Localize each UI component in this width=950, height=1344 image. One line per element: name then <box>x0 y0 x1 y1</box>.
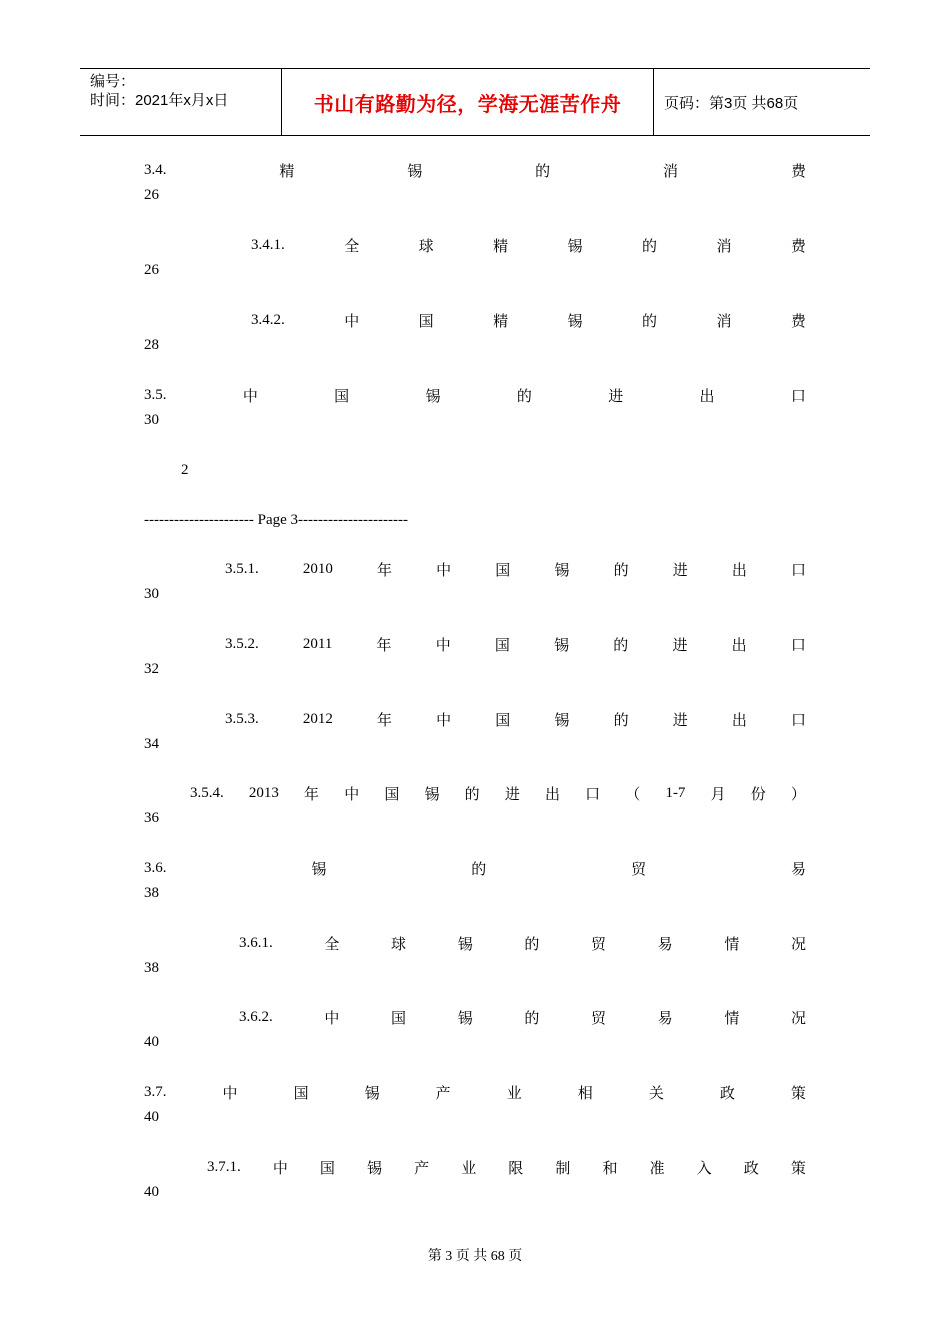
toc-page-number: 34 <box>144 736 159 752</box>
toc-title-char: 国 <box>494 637 510 654</box>
toc-title-char: 的 <box>524 936 540 953</box>
toc-title-char: 进 <box>504 786 520 803</box>
toc-section-number: 3.6.2. <box>239 1008 273 1025</box>
toc-title-char: 易 <box>657 1010 673 1027</box>
toc-page-number: 38 <box>144 885 159 901</box>
toc-title-char: （ <box>625 786 641 803</box>
toc-title-char: 中 <box>435 637 451 654</box>
toc-title-char: 国 <box>495 712 511 729</box>
toc-title-char: 的 <box>535 163 551 180</box>
toc-page-number: 28 <box>144 337 159 353</box>
toc-title-char: 况 <box>790 936 806 953</box>
toc-title-char: 球 <box>391 936 407 953</box>
toc-title-char: 年 <box>377 712 393 729</box>
toc-title-char: 产 <box>414 1160 430 1177</box>
toc-title-char: 进 <box>672 712 688 729</box>
toc-title-char: 全 <box>324 936 340 953</box>
toc-section-number: 3.6.1. <box>239 934 273 951</box>
toc-title-char: 年 <box>376 637 392 654</box>
toc-title-char: 进 <box>672 637 688 654</box>
toc-title-char: 锡 <box>407 163 423 180</box>
header-page-info: 页码：第3页 共68页 <box>664 94 799 112</box>
toc-title-char: 进 <box>608 388 624 405</box>
toc-title-char: 精 <box>279 163 295 180</box>
toc-entry[interactable] <box>144 857 806 879</box>
toc-page-number: 30 <box>144 412 159 428</box>
toc-section-number: 3.6. <box>144 859 167 876</box>
toc-title-char: 国 <box>384 786 400 803</box>
header-page-info-cell <box>654 69 870 135</box>
toc-entry[interactable] <box>144 1081 806 1103</box>
toc-section-number: 3.4.1. <box>251 236 285 253</box>
toc-title-char: 中 <box>222 1085 238 1102</box>
toc-title-char: 月 <box>710 786 726 803</box>
toc-entry[interactable] <box>190 782 806 804</box>
toc-title-char: 国 <box>391 1010 407 1027</box>
toc-page-number: 32 <box>144 661 159 677</box>
toc-title-char: 和 <box>602 1160 618 1177</box>
toc-title-char: 口 <box>790 562 806 579</box>
toc-title-char: 情 <box>724 936 740 953</box>
toc-entry[interactable] <box>239 932 806 954</box>
toc-title-char: 限 <box>508 1160 524 1177</box>
toc-title-char: 的 <box>642 238 658 255</box>
toc-title-char: 份 <box>750 786 766 803</box>
toc-title-char: 的 <box>613 562 629 579</box>
toc-title-char: 年 <box>377 562 393 579</box>
toc-section-number: 3.5.3. <box>225 710 259 727</box>
toc-title-char: 中 <box>242 388 258 405</box>
toc-title-char: 锡 <box>554 637 570 654</box>
toc-title-char: 国 <box>319 1160 335 1177</box>
toc-title-char: 中 <box>324 1010 340 1027</box>
toc-section-number: 3.4. <box>144 161 167 178</box>
toc-title-char: 锡 <box>424 786 440 803</box>
toc-title-char: 口 <box>790 712 806 729</box>
toc-section-number: 3.5.4. <box>190 784 224 801</box>
toc-title-char: 策 <box>790 1160 806 1177</box>
toc-entry[interactable] <box>225 708 806 730</box>
page-header <box>80 68 870 136</box>
toc-title-char: 锡 <box>457 1010 473 1027</box>
toc-section-number: 3.7.1. <box>207 1158 241 1175</box>
toc-title-char: 业 <box>461 1160 477 1177</box>
toc-title-char: 出 <box>731 637 747 654</box>
toc-entry[interactable] <box>239 1006 806 1028</box>
toc-title-char: 2012 <box>302 710 333 727</box>
toc-page-number: 26 <box>144 262 159 278</box>
toc-title-char: 入 <box>696 1160 712 1177</box>
toc-page-number: 26 <box>144 187 159 203</box>
header-meta <box>80 69 281 135</box>
toc-entry[interactable] <box>251 309 806 331</box>
toc-title-char: 出 <box>731 712 747 729</box>
toc-title-char: 政 <box>719 1085 735 1102</box>
toc-title-char: ） <box>790 786 806 803</box>
toc-entry[interactable] <box>144 384 806 406</box>
toc-title-char: 出 <box>731 562 747 579</box>
toc-entry[interactable] <box>207 1156 806 1178</box>
page-break-number: 2 <box>181 462 189 478</box>
toc-entry[interactable] <box>144 159 806 181</box>
page-footer: 第 3 页 共 68 页 <box>427 1249 523 1264</box>
toc-title-char: 1-7 <box>665 784 686 801</box>
toc-title-char: 贸 <box>591 1010 607 1027</box>
toc-title-char: 的 <box>642 313 658 330</box>
toc-title-char: 锡 <box>364 1085 380 1102</box>
toc-title-char: 年 <box>304 786 320 803</box>
toc-title-char: 的 <box>613 637 629 654</box>
toc-title-char: 国 <box>495 562 511 579</box>
toc-title-char: 消 <box>716 238 732 255</box>
toc-page-number: 36 <box>144 810 159 826</box>
toc-title-char: 的 <box>613 712 629 729</box>
toc-title-char: 出 <box>699 388 715 405</box>
header-motto: 书山有路勤为径，学海无涯苦作舟 <box>313 91 622 116</box>
toc-title-char: 的 <box>516 388 532 405</box>
toc-page-number: 30 <box>144 586 159 602</box>
toc-title-char: 中 <box>436 712 452 729</box>
toc-title-char: 锡 <box>554 712 570 729</box>
toc-title-char: 情 <box>724 1010 740 1027</box>
toc-title-char: 2010 <box>302 560 333 577</box>
toc-title-char: 消 <box>716 313 732 330</box>
toc-title-char: 全 <box>344 238 360 255</box>
toc-title-char: 锡 <box>311 861 327 878</box>
toc-title-char: 策 <box>790 1085 806 1102</box>
toc-title-char: 国 <box>334 388 350 405</box>
toc-title-char: 关 <box>648 1085 664 1102</box>
toc-title-char: 国 <box>418 313 434 330</box>
document-date: 时间：2021年x月x日 <box>90 92 229 109</box>
toc-title-char: 口 <box>790 637 806 654</box>
toc-entry[interactable] <box>251 234 806 256</box>
toc-page-number: 40 <box>144 1034 159 1050</box>
toc-title-char: 锡 <box>567 313 583 330</box>
toc-title-char: 锡 <box>554 562 570 579</box>
toc-title-char: 费 <box>790 238 806 255</box>
toc-title-char: 2011 <box>302 635 333 652</box>
document-number: 编号： <box>90 73 136 90</box>
page-separator: ---------------------- Page 3---------------------- <box>144 512 408 528</box>
toc-title-char: 的 <box>524 1010 540 1027</box>
toc-section-number: 3.5.1. <box>225 560 259 577</box>
toc-title-char: 易 <box>790 861 806 878</box>
toc-page-number: 40 <box>144 1109 159 1125</box>
toc-title-char: 制 <box>555 1160 571 1177</box>
toc-title-char: 的 <box>471 861 487 878</box>
toc-title-char: 费 <box>790 313 806 330</box>
toc-title-char: 相 <box>577 1085 593 1102</box>
toc-title-char: 球 <box>418 238 434 255</box>
toc-title-char: 进 <box>672 562 688 579</box>
toc-section-number: 3.5. <box>144 386 167 403</box>
toc-title-char: 锡 <box>367 1160 383 1177</box>
toc-title-char: 易 <box>657 936 673 953</box>
toc-title-char: 精 <box>493 313 509 330</box>
toc-title-char: 贸 <box>591 936 607 953</box>
toc-title-char: 中 <box>272 1160 288 1177</box>
toc-title-char: 锡 <box>425 388 441 405</box>
toc-page-number: 38 <box>144 960 159 976</box>
toc-title-char: 业 <box>506 1085 522 1102</box>
toc-section-number: 3.5.2. <box>225 635 259 652</box>
toc-title-char: 精 <box>493 238 509 255</box>
toc-title-char: 消 <box>663 163 679 180</box>
header-motto-cell <box>281 69 654 135</box>
toc-title-char: 费 <box>790 163 806 180</box>
toc-title-char: 中 <box>436 562 452 579</box>
toc-title-char: 况 <box>790 1010 806 1027</box>
toc-entry[interactable] <box>225 558 806 580</box>
toc-section-number: 3.7. <box>144 1083 167 1100</box>
toc-title-char: 口 <box>585 786 601 803</box>
toc-title-char: 贸 <box>631 861 647 878</box>
toc-title-char: 准 <box>649 1160 665 1177</box>
toc-section-number: 3.4.2. <box>251 311 285 328</box>
toc-title-char: 锡 <box>567 238 583 255</box>
toc-title-char: 中 <box>344 313 360 330</box>
toc-title-char: 出 <box>544 786 560 803</box>
toc-title-char: 政 <box>743 1160 759 1177</box>
toc-title-char: 的 <box>464 786 480 803</box>
toc-title-char: 国 <box>293 1085 309 1102</box>
toc-entry[interactable] <box>225 633 806 655</box>
toc-title-char: 口 <box>790 388 806 405</box>
toc-title-char: 锡 <box>457 936 473 953</box>
toc-title-char: 中 <box>344 786 360 803</box>
toc-title-char: 2013 <box>248 784 279 801</box>
toc-page-number: 40 <box>144 1184 159 1200</box>
toc-title-char: 产 <box>435 1085 451 1102</box>
